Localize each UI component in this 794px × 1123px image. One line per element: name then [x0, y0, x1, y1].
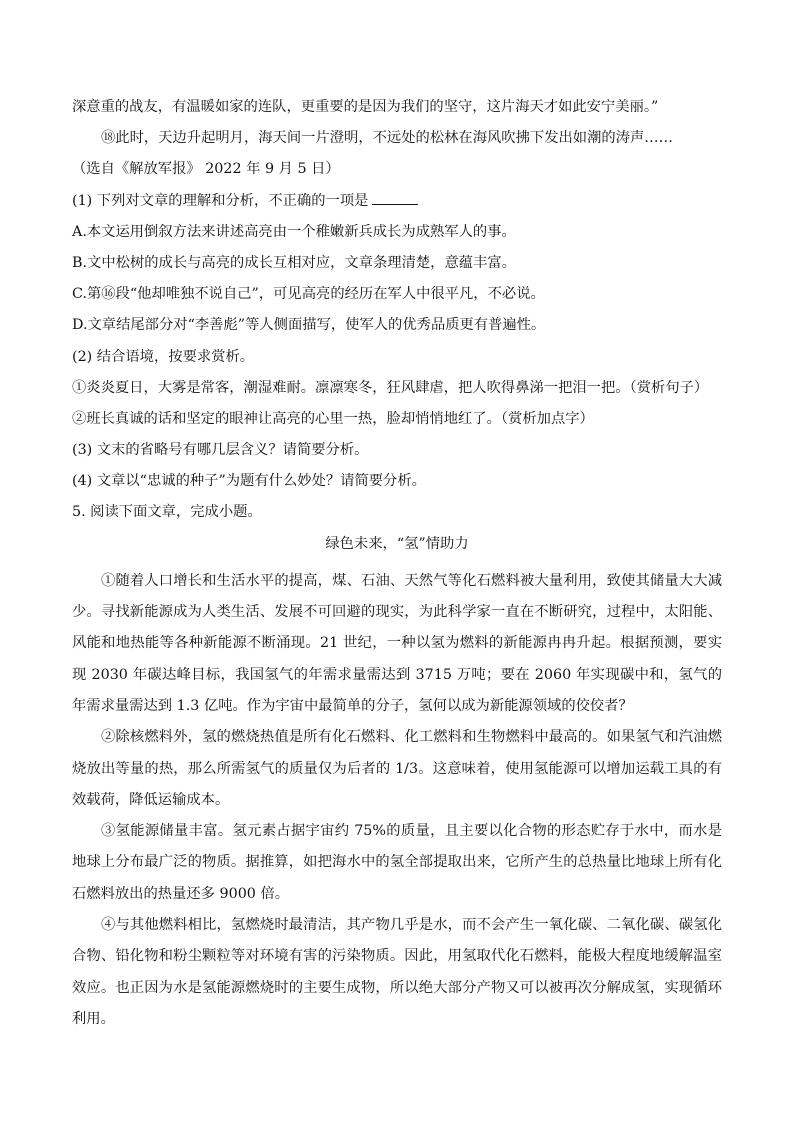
- question-1-option-b: B.文中松树的成长与高亮的成长互相对应，文章条理清楚，意蕴丰富。: [72, 254, 516, 271]
- question-4: (4) 文章以“忠诚的种子”为题有什么妙处？请简要分析。: [72, 473, 426, 490]
- article-paragraph-4: ④与其他燃料相比，氢燃烧时最清洁，其产物几乎是水，而不会产生一氧化碳、二氧化碳、碳氢化合物、铅化物和粉尘颗粒等对环境有害的污染物质。因此，用氢取代化石燃料，能极大程度地缓解温室效应。也正因为水是氢能源燃烧时的主要生成物，所以绝大部分产物又可以被再次分解成氢，实现循环利用。: [72, 917, 722, 1027]
- question-2-item-2: ②班长真诚的话和坚定的眼神让高亮的心里一热，脸却悄悄地红了。（赏析加点字）: [72, 410, 594, 427]
- article-paragraph-1: ①随着人口增长和生活水平的提高，煤、石油、天然气等化石燃料被大量利用，致使其储量大大减少。寻找新能源成为人类生活、发展不可回避的现实，为此科学家一直在不断研究，过程中，太阳能、风能和地热能等各种新能源不断涌现。21 世纪，一种以氢为燃料的新能源冉冉升起。根据预测，要实现 2030 年碳达峰目标，我国氢气的年需求量需达到 3715 万吨；要在 2060 年实现碳中和，氢气的年需求量需达到 1.3 亿吨。作为宇宙中最简单的分子，氢何以成为新能源领域的佼佼者？: [72, 572, 722, 714]
- source-citation: （选自《解放军报》 2022 年 9 月 5 日）: [72, 161, 340, 178]
- question-1-text: (1) 下列对文章的理解和分析，不正确的一项是: [72, 192, 369, 209]
- question-2-item-1: ①炎炎夏日，大雾是常客，潮湿难耐。凛凛寒冬，狂风肆虐，把人吹得鼻涕一把泪一把。（赏析句子）: [72, 379, 709, 396]
- article-paragraph-3: ③氢能源储量丰富。氢元素占据宇宙约 75%的质量，且主要以化合物的形态贮存于水中，而水是地球上分布最广泛的物质。据推算，如把海水中的氢全部提取出来，它所产生的总热量比地球上所有化石燃料放出的热量还多 9000 倍。: [72, 823, 722, 902]
- question-1-stem: [72, 192, 722, 211]
- question-3: (3) 文末的省略号有哪几层含义？请简要分析。: [72, 442, 369, 459]
- section-5-instruction: 5. 阅读下面文章，完成小题。: [72, 504, 262, 521]
- article-title: 绿色未来，“氢”情助力: [325, 535, 469, 552]
- question-1-option-a: A.本文运用倒叙方法来讲述高亮由一个稚嫩新兵成长为成熟军人的事。: [72, 223, 516, 240]
- question-1-option-c: C.第⑯段“他却唯独不说自己”，可见高亮的经历在军人中很平凡，不必说。: [72, 286, 545, 303]
- story-final-paragraph: ⑱此时，天边升起明月，海天间一片澄明，不远处的松林在海风吹拂下发出如潮的涛声……: [101, 130, 673, 147]
- question-1-option-d: D.文章结尾部分对“李善彪”等人侧面描写，使军人的优秀品质更有普遍性。: [72, 317, 546, 334]
- answer-blank: [372, 192, 418, 205]
- question-2-stem: (2) 结合语境，按要求赏析。: [72, 348, 255, 365]
- article-paragraph-2: ②除核燃料外，氢的燃烧热值是所有化石燃料、化工燃料和生物燃料中最高的。如果氢气和汽油燃烧放出等量的热，那么所需氢气的质量仅为后者的 1/3。这意味着，使用氢能源可以增加运载工具的有效载荷，降低运输成本。: [72, 729, 722, 808]
- story-closing-line: 深意重的战友，有温暖如家的连队，更重要的是因为我们的坚守，这片海天才如此安宁美丽。”: [72, 99, 659, 115]
